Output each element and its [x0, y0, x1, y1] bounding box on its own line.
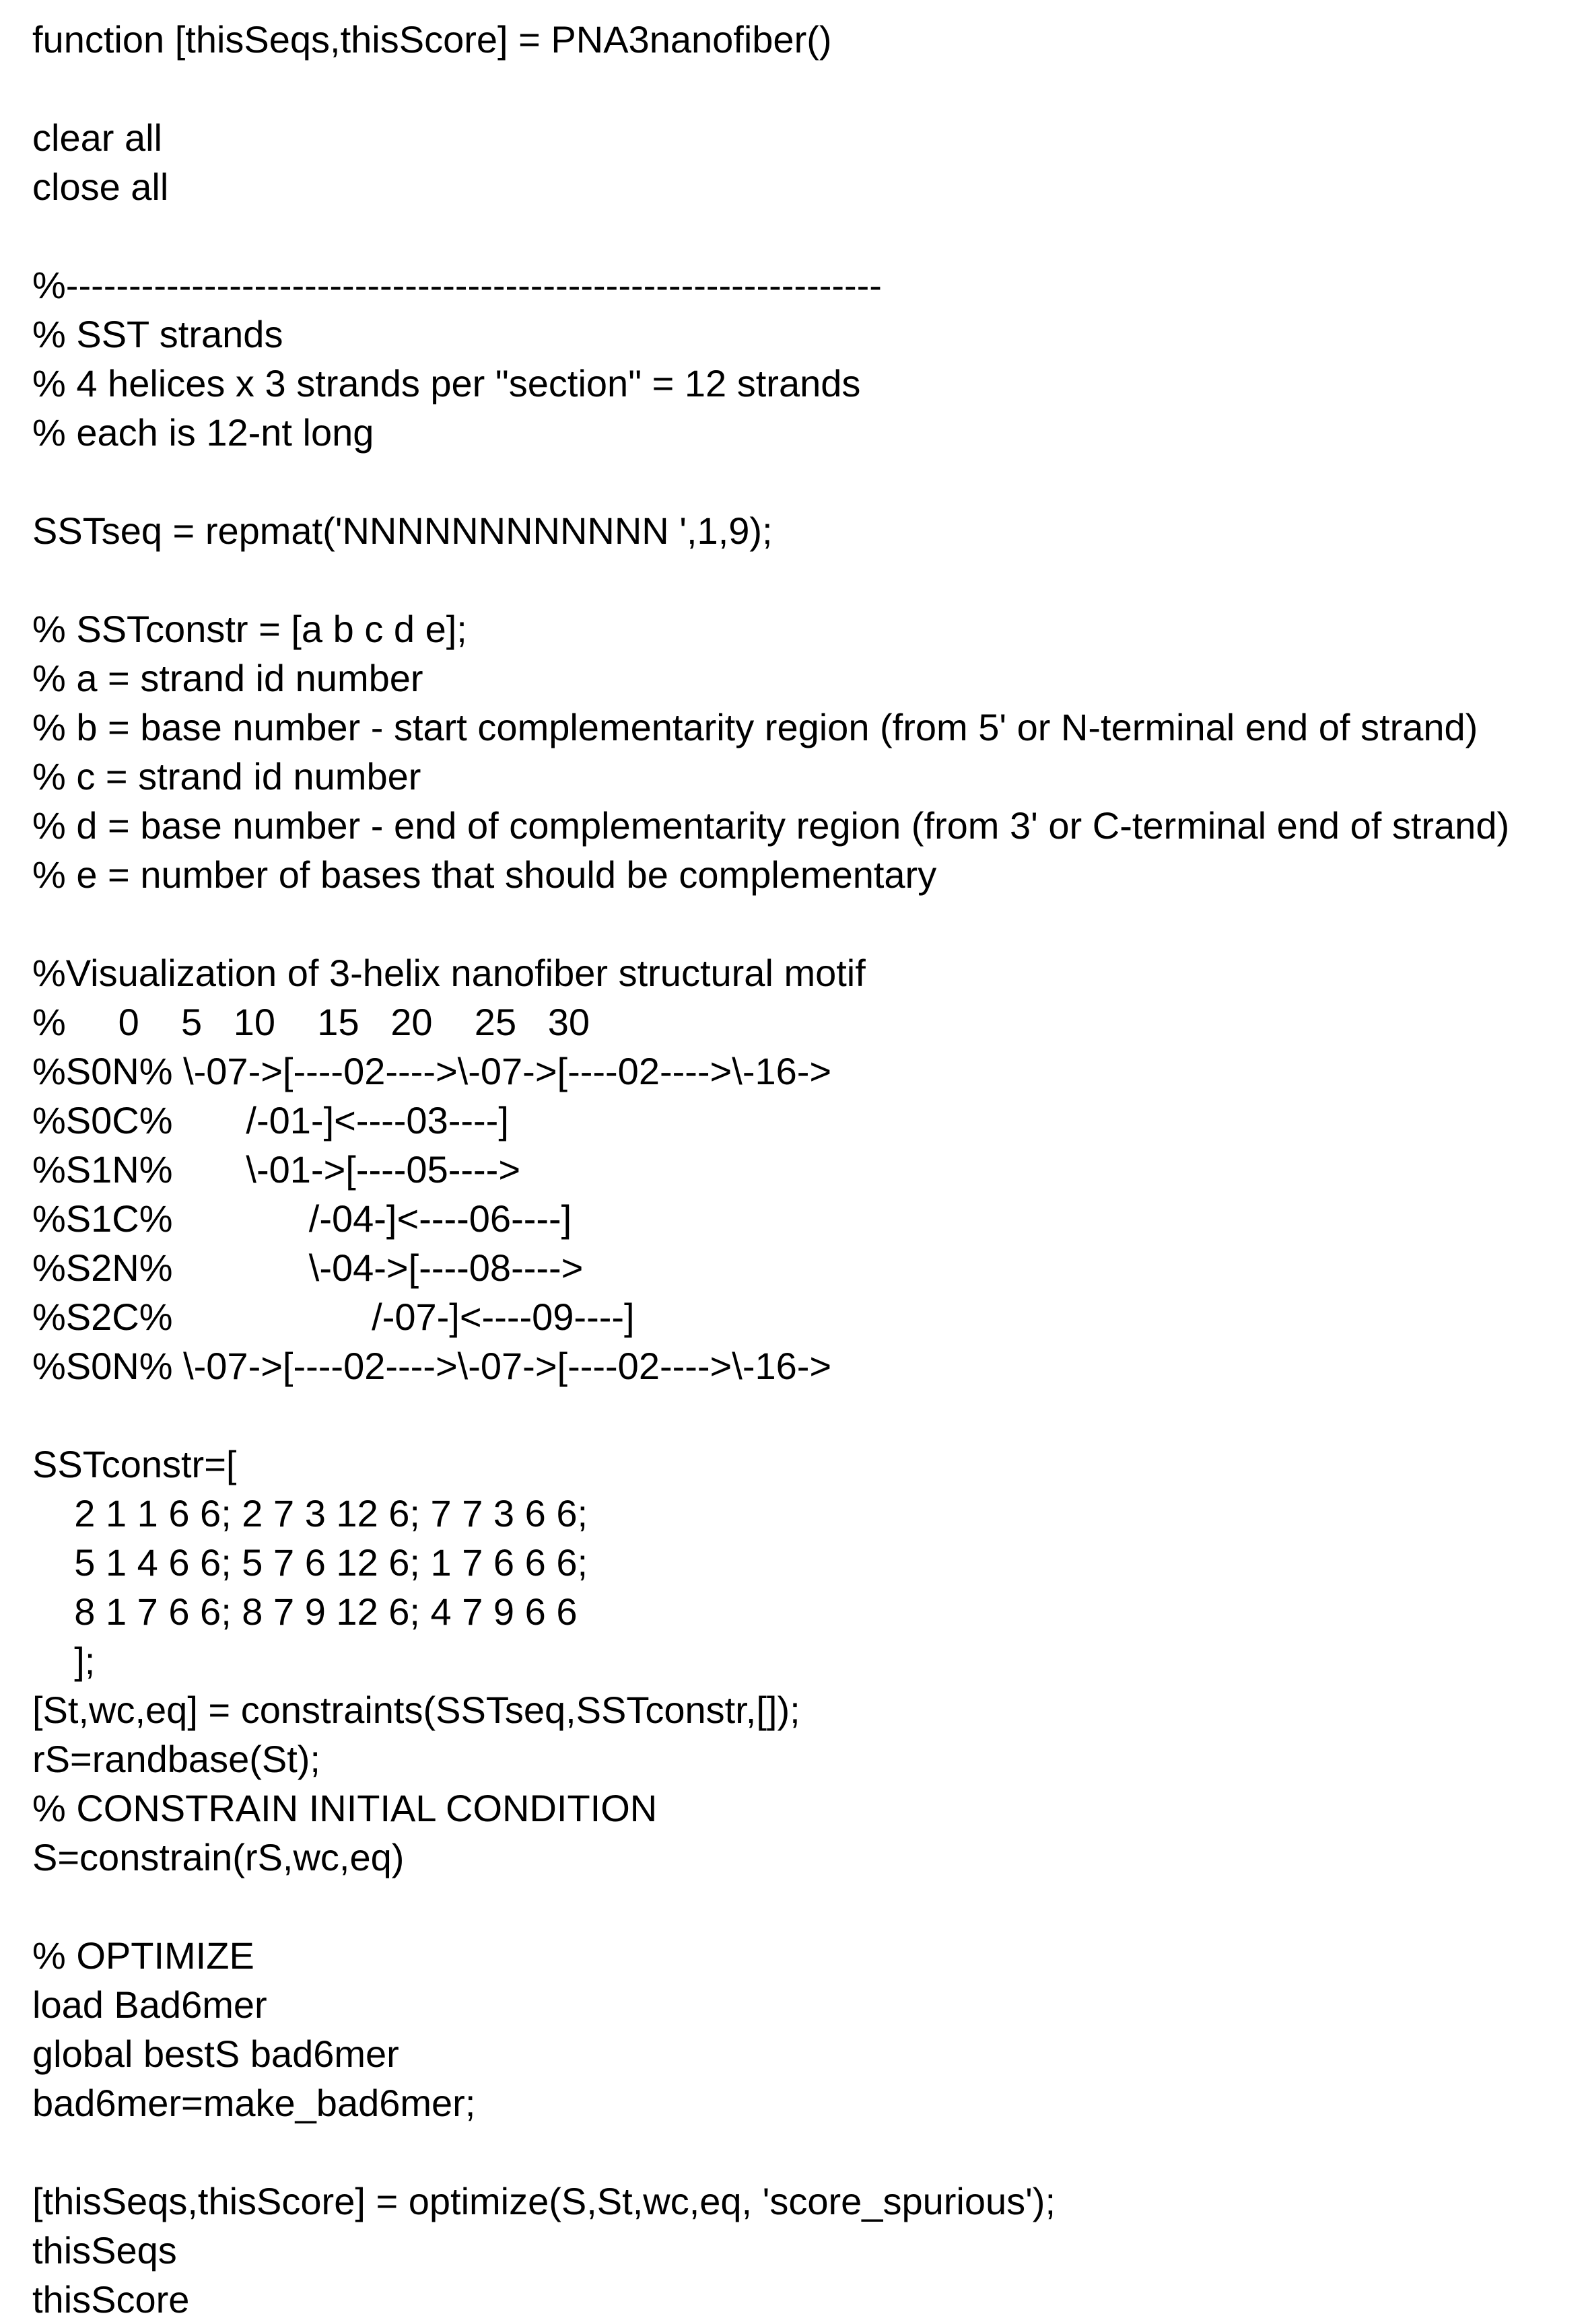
visualization-row: %S1N% \-01->[----05----> — [32, 1148, 521, 1191]
blank-line — [32, 1390, 1574, 1440]
code-line-clear-all: clear all — [32, 116, 162, 159]
visualization-row: %S0C% /-01-]<----03----] — [32, 1099, 509, 1141]
visualization-row: %S2N% \-04->[----08----> — [32, 1246, 584, 1289]
constraint-row: 8 1 7 6 6; 8 7 9 12 6; 4 7 9 6 6 — [32, 1590, 578, 1633]
visualization-row: %S2C% /-07-]<----09----] — [32, 1296, 635, 1338]
blank-line — [32, 555, 1574, 604]
code-line-randbase: rS=randbase(St); — [32, 1738, 320, 1780]
blank-line — [32, 1882, 1574, 1931]
comment-line: % 4 helices x 3 strands per "section" = 12 strands — [32, 362, 861, 404]
comment-line: %Visualization of 3-helix nanofiber structural motif — [32, 952, 866, 994]
comment-line: % d = base number - end of complementarity region (from 3' or C-terminal end of strand) — [32, 804, 1510, 847]
code-line-sstseq: SSTseq = repmat('NNNNNNNNNNNN ',1,9); — [32, 509, 773, 552]
code-line-sstconstr-open: SSTconstr=[ — [32, 1443, 237, 1485]
code-line-global: global bestS bad6mer — [32, 2033, 399, 2075]
comment-line: % b = base number - start complementarity region (from 5' or N-terminal end of strand) — [32, 706, 1478, 748]
comment-line: % e = number of bases that should be complementary — [32, 853, 937, 896]
comment-line: % SST strands — [32, 313, 283, 355]
comment-line: % OPTIMIZE — [32, 1934, 254, 1977]
code-line-optimize: [thisSeqs,thisScore] = optimize(S,St,wc,eq, 'score_spurious'); — [32, 2180, 1056, 2222]
visualization-row: %S0N% \-07->[----02---->\-07->[----02---->\-16-> — [32, 1050, 832, 1092]
comment-line: % CONSTRAIN INITIAL CONDITION — [32, 1787, 658, 1829]
code-line-close-all: close all — [32, 166, 169, 208]
blank-line — [32, 2127, 1574, 2177]
code-line-this-score: thisScore — [32, 2278, 190, 2321]
code-line-this-seqs: thisSeqs — [32, 2229, 177, 2272]
code-line-load: load Bad6mer — [32, 1983, 267, 2026]
comment-line: % each is 12-nt long — [32, 411, 374, 454]
constraint-row: 2 1 1 6 6; 2 7 3 12 6; 7 7 3 6 6; — [32, 1492, 588, 1535]
code-line-function-signature: function [thisSeqs,thisScore] = PNA3nanofiber() — [32, 18, 832, 61]
visualization-row: %S1C% /-04-]<----06----] — [32, 1197, 572, 1240]
blank-line — [32, 211, 1574, 260]
comment-divider: %----------------------------------------------------------------- — [32, 264, 882, 306]
code-line-constrain: S=constrain(rS,wc,eq) — [32, 1836, 405, 1878]
visualization-row: %S0N% \-07->[----02---->\-07->[----02---->\-16-> — [32, 1345, 832, 1387]
constraint-row: 5 1 4 6 6; 5 7 6 12 6; 1 7 6 6 6; — [32, 1541, 588, 1584]
comment-line: % a = strand id number — [32, 657, 423, 699]
comment-line: % SSTconstr = [a b c d e]; — [32, 608, 467, 650]
visualization-ruler: % 0 5 10 15 20 25 30 — [32, 1001, 590, 1043]
code-line-make-bad6mer: bad6mer=make_bad6mer; — [32, 2082, 476, 2124]
blank-line — [32, 899, 1574, 948]
blank-line — [32, 457, 1574, 506]
code-line-sstconstr-close: ]; — [32, 1640, 96, 1682]
comment-line: % c = strand id number — [32, 755, 421, 798]
blank-line — [32, 64, 1574, 113]
code-line-constraints-call: [St,wc,eq] = constraints(SSTseq,SSTconstr,[]); — [32, 1689, 800, 1731]
code-document — [32, 15, 1574, 2324]
